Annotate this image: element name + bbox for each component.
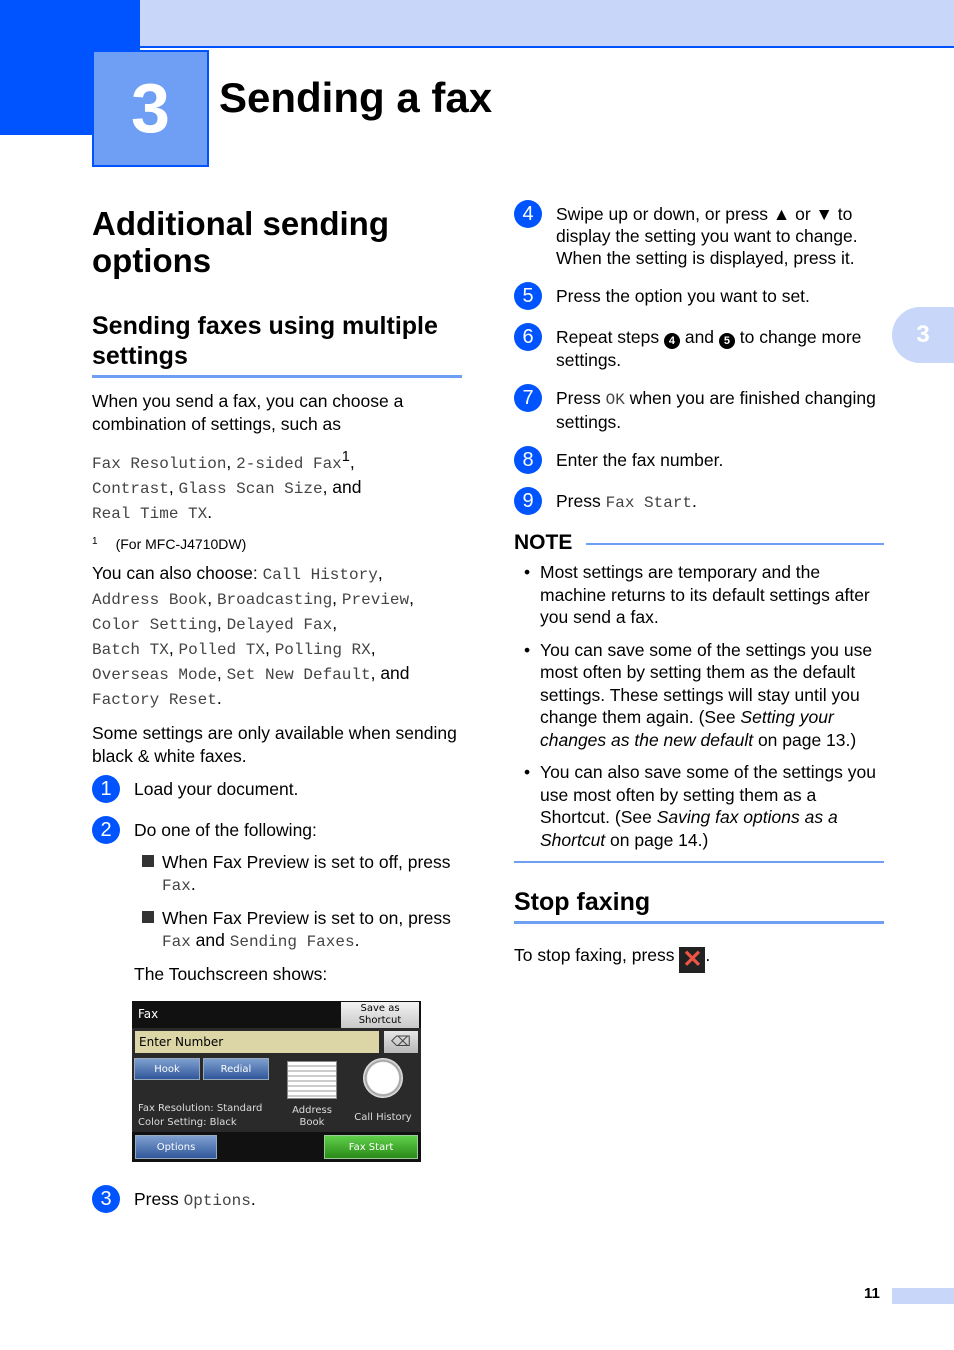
step-number: 4 <box>514 200 542 228</box>
note-list <box>524 561 884 851</box>
subsection-heading: Sending faxes using multiple settings <box>92 311 462 378</box>
step-number: 3 <box>92 1185 120 1213</box>
step-number: 1 <box>92 775 120 803</box>
step-1: 1 Load your document. <box>92 778 462 803</box>
screen-settings-info: Fax Resolution: Standard Color Setting: Black <box>138 1102 263 1128</box>
step-number: 5 <box>514 282 542 310</box>
redial-button[interactable]: Redial <box>203 1058 269 1080</box>
header-light-bar <box>140 0 954 48</box>
backspace-icon[interactable]: ⌫ <box>384 1031 418 1053</box>
save-shortcut-button[interactable]: Save as Shortcut <box>341 1002 419 1028</box>
option-bullet: When Fax Preview is set to off, press Fax. <box>142 851 462 897</box>
options-button[interactable]: Options <box>135 1135 217 1159</box>
page-number: 11 <box>864 1285 880 1302</box>
note-header <box>514 531 884 555</box>
step-number: 9 <box>514 487 542 515</box>
step-number: 2 <box>92 816 120 844</box>
step-ref-icon: 4 <box>664 333 680 349</box>
hook-button[interactable]: Hook <box>134 1058 200 1080</box>
note-item: • You can save some of the settings you use most often by setting them as the default settings. These settings will stay until you change them again. (See Setting your changes as the new default on page 13.) <box>524 639 873 750</box>
step-9: 9 Press Fax Start. <box>514 490 884 515</box>
step-ref-icon: 5 <box>719 333 735 349</box>
step-number: 8 <box>514 446 542 474</box>
step-number: 7 <box>514 384 542 412</box>
right-column <box>514 203 884 983</box>
left-column <box>92 205 462 1229</box>
step-2: 2 Do one of the following: When Fax Preview is set to off, press Fax. When Fax Preview is set to on, press Fax and Sending Faxes. The Touchscreen shows: <box>92 819 462 997</box>
touchscreen-image <box>132 1001 421 1162</box>
note-item: • You can also save some of the settings you use most often by setting them as a Shortcut. (See Saving fax options as a Shortcut on page 14.) <box>524 762 876 850</box>
step-number: 6 <box>514 323 542 351</box>
side-chapter-tab: 3 <box>892 307 954 363</box>
address-book-label: Address Book <box>292 1104 332 1128</box>
intro-paragraph: When you send a fax, you can choose a combination of settings, such as <box>92 391 404 434</box>
square-bullet-icon <box>142 855 154 867</box>
touchscreen-caption: The Touchscreen shows: <box>134 963 328 984</box>
chapter-title: Sending a fax <box>219 74 493 121</box>
chapter-number: 3 <box>92 50 209 167</box>
enter-number-field[interactable]: Enter Number <box>135 1031 379 1053</box>
step-3: 3 Press Options. <box>92 1188 462 1213</box>
call-history-label: Call History <box>354 1111 412 1123</box>
stop-x-icon: ✕ <box>679 947 705 973</box>
screen-title: Fax <box>138 1006 159 1021</box>
fax-start-button[interactable]: Fax Start <box>324 1135 418 1159</box>
bw-note: Some settings are only available when sending black & white faxes. <box>92 722 457 766</box>
step-4: 4 Swipe up or down, or press ▲ or ▼ to display the setting you want to change. When the setting is displayed, press it. <box>514 203 884 269</box>
step-7: 7 Press OK when you are finished changing settings. <box>514 387 884 433</box>
address-book-icon[interactable] <box>287 1061 337 1099</box>
call-history-clock-icon[interactable] <box>363 1058 403 1098</box>
note-title: NOTE <box>514 531 573 554</box>
step-6: 6 Repeat steps 4 and 5 to change more settings. <box>514 326 884 371</box>
option-bullet: When Fax Preview is set to on, press Fax and Sending Faxes. <box>142 907 462 953</box>
step-8: 8 Enter the fax number. <box>514 449 884 474</box>
section-heading: Additional sending options <box>92 205 389 279</box>
square-bullet-icon <box>142 911 154 923</box>
step-5: 5 Press the option you want to set. <box>514 285 884 310</box>
also-choose-paragraph: You can also choose: Call History, Address Book, Broadcasting, Preview, Color Setting, Delayed Fax, Batch TX, Polled TX, Polling RX, Overseas Mode, Set New Default, and Factory Reset. <box>92 562 414 709</box>
settings-list: Fax Resolution, 2-sided Fax$^1$, Contrast, Glass Scan Size, and Real Time TX. <box>92 449 362 523</box>
note-item: • Most settings are temporary and the machine returns to its default settings after you send a fax. <box>524 562 870 627</box>
stop-faxing-heading: Stop faxing <box>514 887 884 924</box>
footnote: 1 (For MFC-J4710DW) <box>92 535 247 552</box>
stop-faxing-paragraph: To stop faxing, press ✕ . <box>514 945 711 973</box>
page-number-bar <box>892 1288 954 1304</box>
